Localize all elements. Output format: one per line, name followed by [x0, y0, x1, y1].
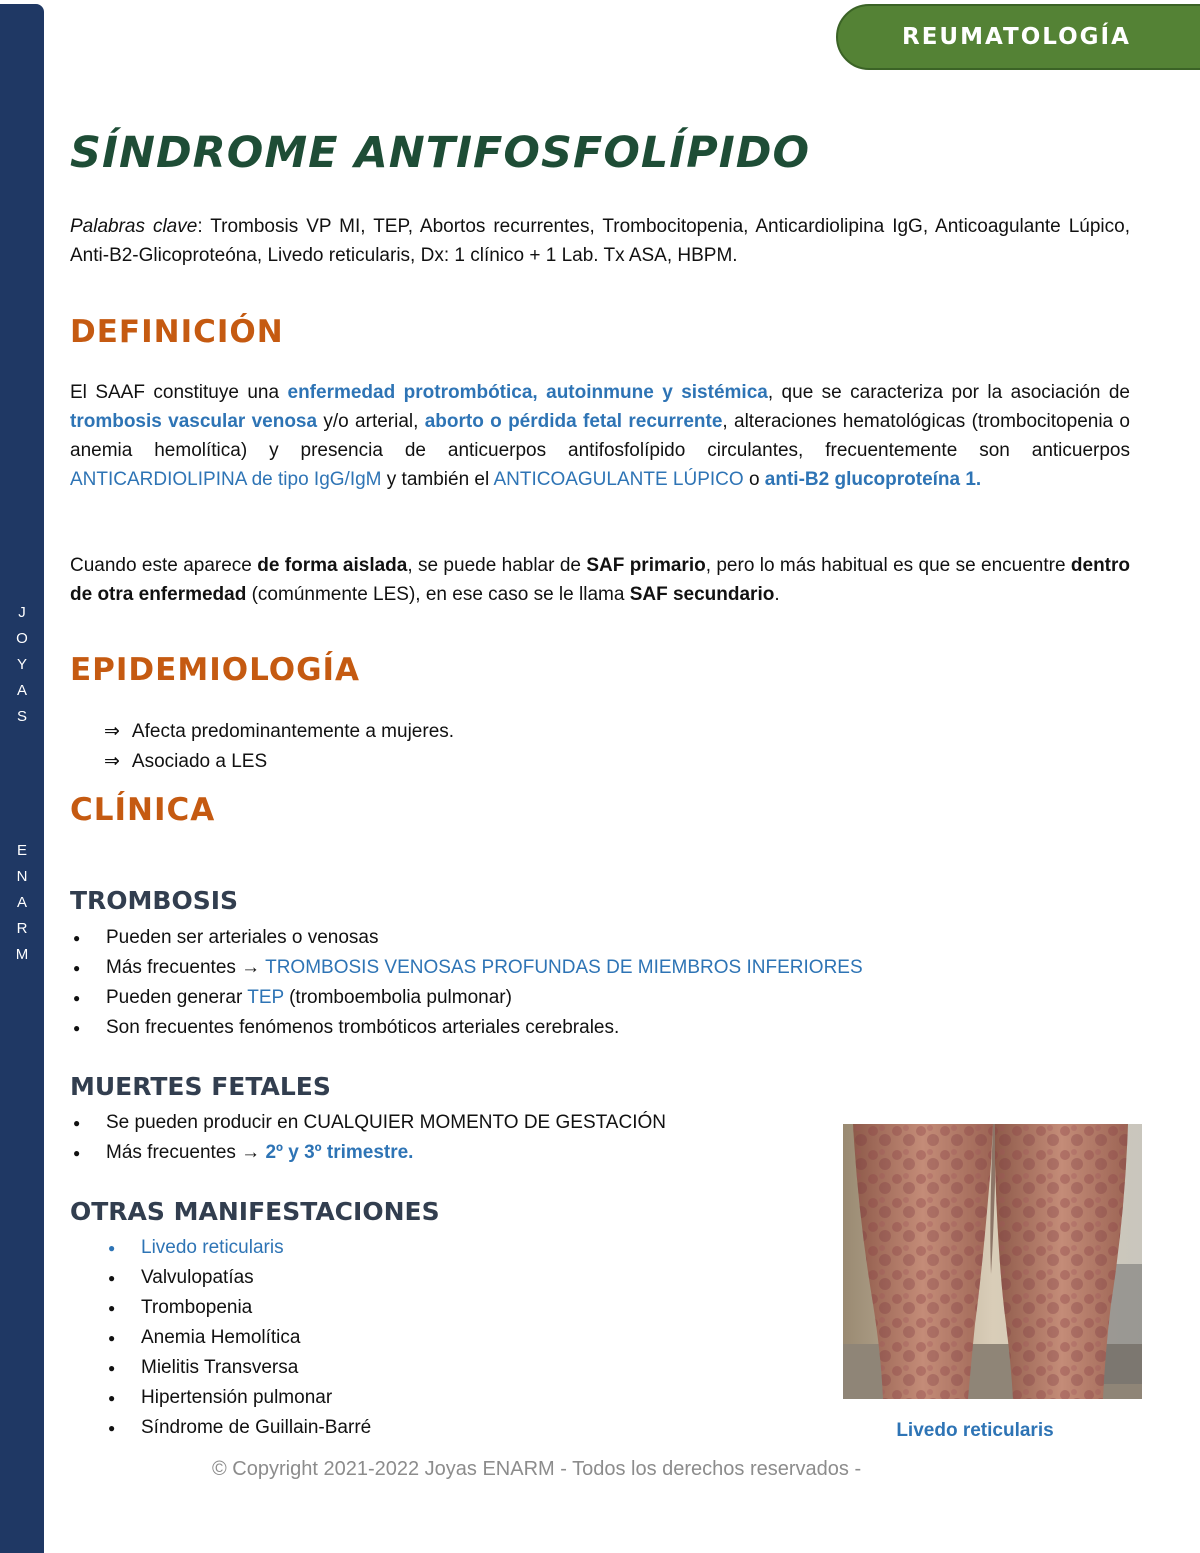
text-run: Pueden ser arteriales o venosas: [106, 927, 379, 948]
list-item: ● Síndrome de Guillain-Barré: [105, 1413, 371, 1443]
heading-clinica: CLÍNICA: [70, 792, 216, 828]
page-title: SÍNDROME ANTIFOSFOLÍPIDO: [70, 128, 811, 178]
heading-trombosis: TROMBOSIS: [70, 886, 239, 915]
heading-epidemiologia: EPIDEMIOLOGÍA: [70, 652, 361, 688]
sidebar-vertical-enarm: [0, 838, 44, 968]
list-item: ⇒ Afecta predominantemente a mujeres.: [104, 717, 454, 747]
sidebar-letter: R: [16, 920, 28, 937]
list-item: ● Valvulopatías: [105, 1263, 371, 1293]
epidemiologia-list: [104, 717, 454, 777]
list-item: [70, 1108, 666, 1138]
highlight-run: Livedo reticularis: [141, 1237, 284, 1258]
sidebar-letter: S: [16, 708, 27, 725]
text-run: (tromboembolia pulmonar): [283, 987, 512, 1008]
text-run: o: [743, 469, 765, 490]
sidebar-letter: Y: [16, 656, 27, 673]
text-run: Pueden generar: [106, 987, 248, 1008]
text-run: .: [774, 584, 780, 605]
copyright-footer: © Copyright 2021-2022 Joyas ENARM - Todos los derechos reservados -: [212, 1458, 862, 1480]
bold-run: SAF secundario: [629, 584, 775, 605]
list-item: ● Anemia Hemolítica: [105, 1323, 371, 1353]
heading-otras-manifestaciones: OTRAS MANIFESTACIONES: [70, 1197, 440, 1226]
trombosis-list: [70, 923, 863, 1043]
highlight-run: TROMBOSIS VENOSAS PROFUNDAS DE MIEMBROS INFERIORES: [265, 957, 863, 978]
definicion-paragraph-2: [70, 551, 1130, 609]
text-run: Son frecuentes fenómenos trombóticos arteriales cerebrales.: [106, 1017, 620, 1038]
text-run: y también el: [381, 469, 494, 490]
heading-muertes-fetales: MUERTES FETALES: [70, 1072, 331, 1101]
highlight-run: anti-B2 glucoproteína 1.: [764, 469, 982, 490]
list-item: [105, 1233, 371, 1263]
list-item: ● Mielitis Transversa: [105, 1353, 371, 1383]
bold-run: dentro de otra enfermedad: [70, 555, 1130, 605]
livedo-photo-graphic: [843, 1124, 1142, 1399]
sidebar-bar: [0, 4, 44, 1553]
highlight-run: TEP: [247, 987, 284, 1008]
sidebar-letter: A: [16, 682, 27, 699]
bold-run: SAF primario: [586, 555, 706, 576]
text-run: , pero lo más habitual es que se encuentre: [705, 555, 1071, 576]
text-run: (comúnmente LES), en ese caso se le llama: [246, 584, 630, 605]
sidebar-letter: A: [16, 894, 27, 911]
list-item: [70, 1013, 863, 1043]
highlight-run: ANTICARDIOLIPINA de tipo IgG/IgM: [70, 469, 382, 490]
sidebar-letter: E: [16, 842, 27, 859]
list-item: ● Hipertensión pulmonar: [105, 1383, 371, 1413]
list-item: ● Trombopenia: [105, 1293, 371, 1323]
definicion-paragraph-1: [70, 378, 1130, 494]
keywords-paragraph: [70, 212, 1130, 270]
list-item: [70, 983, 863, 1013]
sidebar-letter: N: [16, 868, 28, 885]
highlight-run: enfermedad protrombótica, autoinmune y sistémica: [287, 382, 768, 403]
figure-caption: Livedo reticularis: [896, 1420, 1054, 1441]
highlight-run: 2º y 3º trimestre.: [265, 1142, 414, 1163]
sidebar-letter: M: [15, 946, 29, 963]
text-run: , se puede hablar de: [407, 555, 587, 576]
text-run: Más frecuentes →: [106, 1142, 266, 1163]
section-tag-label: REUMATOLOGÍA: [902, 24, 1131, 50]
sidebar-letter: O: [16, 630, 28, 647]
sidebar-vertical-joyas: [0, 600, 44, 730]
text-run: El SAAF constituye una: [70, 382, 288, 403]
highlight-run: ANTICOAGULANTE LÚPICO: [493, 469, 744, 490]
highlight-run: trombosis vascular venosa: [70, 411, 318, 432]
text-run: , alteraciones hematológicas (trombocitopenia o anemia hemolítica) y presencia de anticuerpos antifosfolípido circulantes, frecuentemente son anticuerpos: [70, 411, 1130, 461]
list-item: [70, 953, 863, 983]
text-run: Cuando este aparece: [70, 555, 258, 576]
highlight-run: aborto o pérdida fetal recurrente: [424, 411, 723, 432]
muertes-fetales-list: [70, 1108, 666, 1168]
bold-run: de forma aislada: [257, 555, 408, 576]
list-item: ⇒ Asociado a LES: [104, 747, 454, 777]
text-run: Se pueden producir en CUALQUIER MOMENTO DE GESTACIÓN: [106, 1112, 666, 1133]
text-run: y/o arterial,: [317, 411, 425, 432]
text-run: , que se caracteriza por la asociación de: [767, 382, 1130, 403]
keywords-label: Palabras clave: [70, 216, 198, 237]
sidebar-letter: J: [18, 604, 26, 621]
list-item: [70, 923, 863, 953]
keywords-text: : Trombosis VP MI, TEP, Abortos recurrentes, Trombocitopenia, Anticardiolipina IgG, Anticoagulante Lúpico, Anti-B2-Glicoproteóna, Livedo reticularis, Dx: 1 clínico + 1 Lab. Tx ASA, HBPM.: [70, 216, 1130, 266]
heading-definicion: DEFINICIÓN: [70, 314, 284, 350]
livedo-photo: [843, 1124, 1142, 1399]
list-item: [70, 1138, 666, 1168]
otras-manifestaciones-list: [105, 1233, 371, 1443]
text-run: Más frecuentes →: [106, 957, 266, 978]
